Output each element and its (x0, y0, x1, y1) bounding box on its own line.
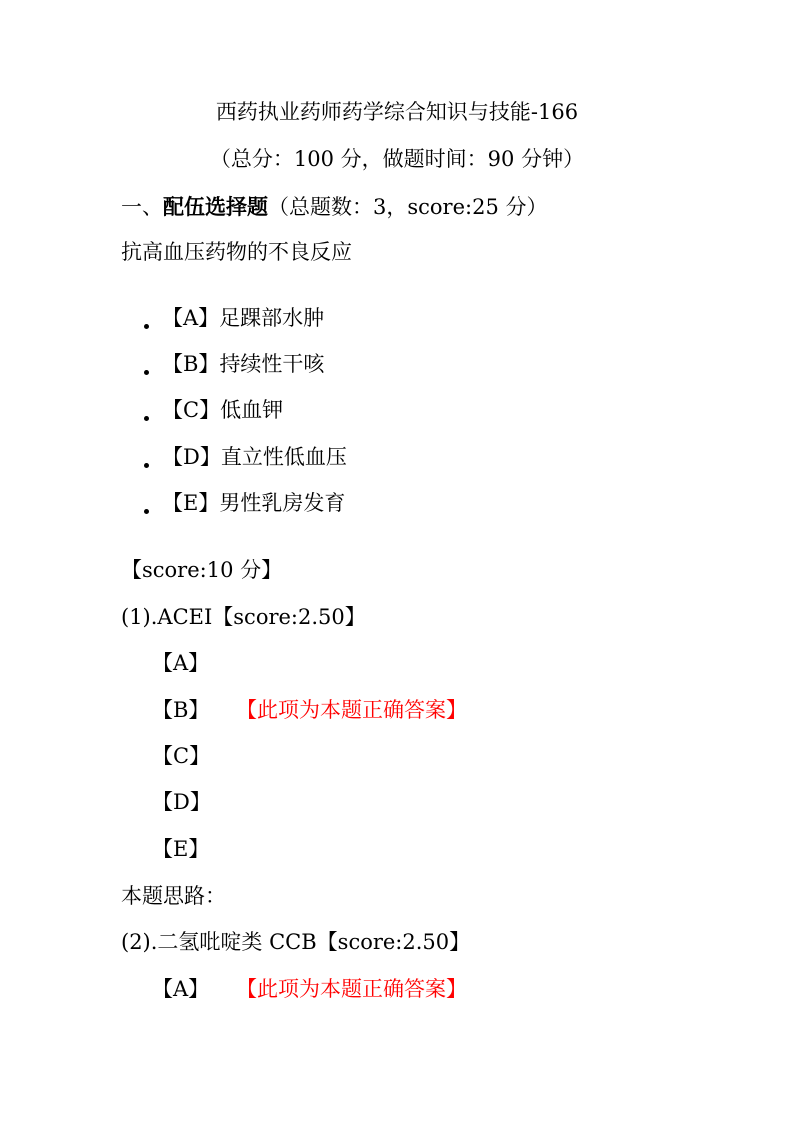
correct-answer-note: 【此项为本题正确答案】 (236, 977, 467, 1001)
section-meta: （总题数：3，score:25 分） (268, 195, 548, 219)
option-c (162, 400, 283, 421)
q2-choice-a (152, 977, 467, 1001)
option-text: 持续性干咳 (219, 352, 325, 376)
q1-choice-e: 【E】 (152, 837, 210, 861)
q1-choice-a: 【A】 (152, 651, 210, 675)
option-a (162, 308, 324, 329)
question-stem: 抗高血压药物的不良反应 (121, 240, 352, 264)
option-text: 直立性低血压 (220, 445, 347, 469)
q1-choice-d: 【D】 (152, 790, 211, 814)
option-text: 足踝部水肿 (219, 306, 325, 330)
option-key: 【A】 (162, 306, 220, 330)
choice-key: 【B】 (152, 698, 210, 722)
section-title: 配伍选择题 (163, 194, 268, 219)
doc-subtitle: （总分：100 分，做题时间：90 分钟） (209, 147, 585, 171)
option-text: 男性乳房发育 (219, 491, 346, 515)
choice-key: 【A】 (152, 977, 210, 1001)
q2-label: (2).二氢吡啶类 CCB【score:2.50】 (121, 930, 471, 954)
group-score: 【score:10 分】 (121, 558, 283, 582)
q1-choice-b (152, 698, 467, 722)
option-text: 低血钾 (220, 398, 284, 422)
analysis-label: 本题思路： (121, 884, 226, 908)
option-key: 【E】 (162, 491, 220, 515)
section-prefix: 一、 (121, 195, 163, 219)
option-key: 【D】 (162, 445, 221, 469)
q1-choice-c: 【C】 (152, 744, 211, 768)
bullet-icon (144, 416, 149, 421)
q1-label: (1).ACEI【score:2.50】 (121, 605, 366, 629)
bullet-icon (144, 463, 149, 468)
option-d (162, 447, 347, 468)
bullet-icon (144, 509, 149, 514)
doc-title: 西药执业药师药学综合知识与技能-166 (215, 100, 579, 124)
correct-answer-note: 【此项为本题正确答案】 (236, 698, 467, 722)
bullet-icon (144, 370, 149, 375)
option-key: 【C】 (162, 398, 221, 422)
option-key: 【B】 (162, 352, 220, 376)
option-b (162, 354, 324, 375)
option-e (162, 493, 345, 514)
bullet-icon (144, 324, 149, 329)
section-heading (121, 196, 547, 218)
